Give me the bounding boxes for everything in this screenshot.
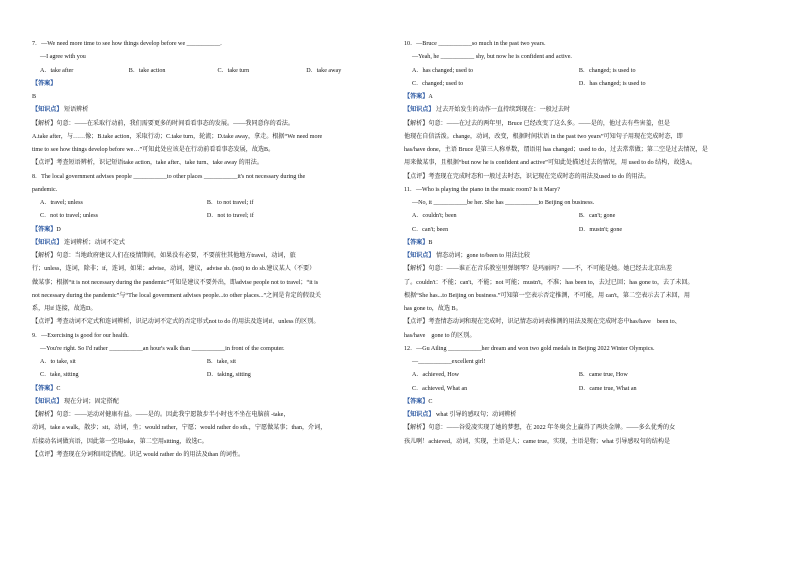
knowledge-point bbox=[32, 237, 387, 250]
knowledge-tag: 【知识点】 bbox=[404, 412, 435, 418]
answer-value: B bbox=[32, 94, 37, 100]
comment-line: 【点评】考查情态动词和现在完成时，识记情态动词表推测的用法及现在完成时态中has/have been to、 bbox=[404, 319, 681, 326]
question-9 bbox=[32, 330, 387, 463]
comment-line: 【点评】考查现在分词和固定搭配。识记 would rather do 的用法及than 的词性。 bbox=[32, 451, 245, 458]
analysis-line: 【解析】句意：当地政府建议人们在疫情期间，如果没有必要，不要前往其他地方travel，动词，旅 bbox=[32, 253, 296, 259]
options-row bbox=[32, 197, 387, 210]
option-b: B．came true, How bbox=[578, 372, 628, 379]
options-row bbox=[404, 78, 759, 91]
option-b: B．take, sit bbox=[206, 359, 236, 365]
options-row bbox=[32, 65, 387, 78]
analysis-line: 【解析】句意：——在采取行动前，我们需要更多的时间看看事态的发展。——我同意你的看法。 bbox=[32, 120, 295, 127]
option-a: A．couldn't; been bbox=[412, 213, 457, 220]
option-a: A．achieved, How bbox=[412, 372, 460, 379]
question-10 bbox=[404, 38, 759, 184]
question-reply: —No, it ___________be her. She has ___________to Beijing on business. bbox=[412, 200, 595, 206]
comment-line: 【点评】考查动词不定式和连词辨析，识记动词不定式的否定形式not to do 的用法及连词if、unless 的区别。 bbox=[32, 319, 320, 326]
option-a: A．has changed; used to bbox=[412, 67, 474, 74]
analysis-line: 系，用if 连接，故选D。 bbox=[32, 306, 97, 312]
question-reply: —___________excellent girl! bbox=[412, 359, 486, 365]
answer-tag: 【答案】 bbox=[404, 94, 429, 100]
right-column bbox=[404, 38, 759, 449]
analysis-line: A.take after，与……像；B.take action，采取行动；C.take turn，轮流；D.take away，拿走。根据“We need more bbox=[32, 133, 323, 140]
question-stem: 8．The local government advises people ___________to other places ___________it's not necessary during the bbox=[32, 173, 306, 180]
option-c: C．not to travel; unless bbox=[40, 213, 99, 220]
answer-tag: 【答案】 bbox=[404, 398, 429, 405]
analysis-line: 用来做某事，且根据“but now he is confident and active”可知此处描述过去的情况，用 used to do 结构，故选A。 bbox=[404, 160, 697, 167]
option-a: A．to take, sit bbox=[40, 359, 76, 365]
answer-tag: 【答案】 bbox=[32, 226, 57, 233]
options-row bbox=[404, 65, 759, 78]
option-d: D．take away bbox=[306, 67, 342, 74]
option-a: A．travel; unless bbox=[40, 200, 83, 206]
option-c: C．can't; been bbox=[412, 226, 449, 233]
knowledge-point bbox=[32, 104, 387, 117]
answer-line bbox=[32, 78, 387, 91]
analysis-line: 【解析】句意：——运动对健康有益。——是的。因此我宁愿散步半小时也不坐在电脑前 -take， bbox=[32, 412, 290, 418]
question-stem: 11．—Who is playing the piano in the music room? Is it Mary? bbox=[404, 186, 560, 193]
question-reply: —I agree with you bbox=[40, 54, 86, 61]
options-row bbox=[404, 210, 759, 223]
knowledge-tag: 【知识点】 bbox=[404, 253, 435, 259]
answer-line bbox=[404, 91, 759, 104]
question-stem: 7．—We need more time to see how things develop before we ___________. bbox=[32, 41, 222, 47]
options-row bbox=[32, 356, 387, 369]
analysis-line: 动词，take a walk，散步；sit，动词，坐；would rather，宁愿；would rather do sth.，宁愿做某事；than，介词， bbox=[32, 425, 327, 432]
answer-line bbox=[404, 237, 759, 250]
analysis-line: 【解析】句意：——在过去的两年里，Bruce 已经改变了这么多。——是的，他过去有些害羞，但是 bbox=[404, 120, 670, 127]
analysis-line: 后接动名词做宾语，因此第一空用take，第二空用sitting，故选C。 bbox=[32, 438, 208, 445]
analysis-line: 了。couldn't：不能；can't，不能；not 可能；mustn't，不准；has been to，去过已回；has gone to，去了未回。 bbox=[404, 279, 694, 286]
answer-tag: 【答案】 bbox=[32, 385, 57, 392]
answer-value: C bbox=[428, 398, 433, 405]
knowledge-tag: 【知识点】 bbox=[32, 239, 63, 246]
analysis-line: 行；unless，连词，除非；if，连词，如果；advise，动词，建议，advise sb. (not) to do sb.建议某人（不要） bbox=[32, 266, 316, 273]
option-d: D．taking, sitting bbox=[206, 372, 251, 379]
options-row bbox=[404, 224, 759, 237]
analysis-line: 【解析】句意：——谷爱凌实现了她的梦想，在 2022 年冬奥会上赢得了两块金牌。——多么优秀的女 bbox=[404, 425, 676, 432]
options-row bbox=[32, 210, 387, 223]
question-12 bbox=[404, 343, 759, 449]
comment-line: 【点评】考查短语辨析，识记短语take action，take after、take turn、take away 的用法。 bbox=[32, 160, 263, 167]
option-b: B．to not travel; if bbox=[206, 200, 254, 206]
question-reply: —You're right. So I'd rather ___________an hour's walk than ___________in front of the computer. bbox=[40, 345, 285, 352]
answer-line bbox=[32, 383, 387, 396]
answer-tag: 【答案】 bbox=[32, 80, 57, 87]
knowledge-text: 连词辨析；动词不定式 bbox=[64, 239, 125, 246]
option-d: D．has changed; is used to bbox=[578, 80, 646, 87]
answer-line bbox=[404, 396, 759, 409]
analysis-line: 根据“She has...to Beijing on business.”可知第一空表示否定推测，不可能，用 can't，第二空表示去了未回，用 bbox=[404, 292, 690, 299]
knowledge-tag: 【知识点】 bbox=[32, 107, 63, 114]
knowledge-text: what 引导的感叹句；动词辨析 bbox=[436, 412, 517, 418]
answer-value: A bbox=[428, 94, 433, 100]
question-stem-cont: pandemic. bbox=[32, 186, 58, 193]
option-c: C．changed; used to bbox=[412, 80, 464, 87]
knowledge-point bbox=[404, 250, 759, 263]
answer-line bbox=[32, 224, 387, 237]
option-b: B．take action bbox=[128, 67, 166, 74]
analysis-line: 【解析】句意：——谁正在音乐教室里弹钢琴？是玛丽吗？——不，不可能是她。她已经去北京出差 bbox=[404, 266, 673, 273]
answer-value: D bbox=[56, 226, 61, 233]
knowledge-tag: 【知识点】 bbox=[404, 107, 435, 114]
comment-line: 【点评】考查现在完成时态和一般过去时态，识记现在完成时态的用法及used to do 的用法。 bbox=[404, 173, 650, 180]
question-11 bbox=[404, 184, 759, 343]
knowledge-point bbox=[32, 396, 387, 409]
option-c: C．achieved, What an bbox=[412, 385, 468, 392]
analysis-line: 他现在自信活泼。change，动词，改变，根据时间状语 in the past two years”可知句子用现在完成时态，即 bbox=[404, 133, 683, 140]
option-c: C．take turn bbox=[217, 67, 250, 74]
question-7 bbox=[32, 38, 387, 171]
knowledge-point bbox=[404, 104, 759, 117]
options-row bbox=[404, 383, 759, 396]
option-b: B．can't; gone bbox=[578, 213, 616, 220]
answer-value: C bbox=[56, 385, 61, 392]
option-b: B．changed; is used to bbox=[578, 67, 636, 74]
option-c: C．take, sitting bbox=[40, 372, 79, 379]
analysis-line: has/have done，主语 Bruce 是第三人称单数，谓语用 has changed；used to do，过去常常做；第二空是过去情况，是 bbox=[404, 147, 708, 153]
analysis-line: 孩儿啊！achieved，动词，实现，主语是人；came true，实现，主语是物；what 引导感叹句的结构是 bbox=[404, 438, 671, 445]
options-row bbox=[32, 369, 387, 382]
knowledge-text: 过去开始发生的动作一直持续到现在：一般过去时 bbox=[436, 107, 571, 114]
answer-value: B bbox=[428, 239, 433, 246]
question-stem: 12．—Gu Ailing ___________her dream and won two gold medals in Beijing 2022 Winter Olympics. bbox=[404, 345, 655, 352]
question-8 bbox=[32, 171, 387, 330]
option-d: D．not to travel; if bbox=[206, 213, 254, 220]
analysis-line: not necessary during the pandemic”与“The local government advises people...to other places...”之间是肯定的假设关 bbox=[32, 292, 322, 299]
option-d: D．came true, What an bbox=[578, 385, 637, 392]
question-stem: 9．—Exercising is good for our health. bbox=[32, 332, 129, 339]
option-a: A．take after bbox=[40, 67, 74, 74]
option-d: D．mustn't; gone bbox=[578, 226, 623, 233]
answer-tag: 【答案】 bbox=[404, 239, 429, 246]
knowledge-text: 现在分词；固定搭配 bbox=[64, 398, 119, 405]
knowledge-text: 情态动词；gone to/been to 用法比较 bbox=[436, 253, 530, 259]
knowledge-point bbox=[404, 409, 759, 422]
analysis-line: time to see how things develop before we…”可知此处应该是在行动前看看事态发展，故选B。 bbox=[32, 147, 275, 153]
options-row bbox=[404, 369, 759, 382]
question-stem: 10．—Bruce ___________so much in the past two years. bbox=[404, 41, 546, 47]
comment-line-cont: has/have gone to 的区别。 bbox=[404, 332, 476, 339]
knowledge-tag: 【知识点】 bbox=[32, 398, 63, 405]
analysis-line: 做某事；根据“it is not necessary during the pandemic”可知是建议不要外出，即advise people not to travel；“it is bbox=[32, 279, 319, 286]
knowledge-text: 短语辨析 bbox=[64, 107, 89, 114]
analysis-line: has gone to，故选 B。 bbox=[404, 306, 462, 312]
question-reply: —Yeah, he ___________ shy, but now he is confident and active. bbox=[412, 54, 572, 61]
left-column bbox=[32, 38, 387, 462]
